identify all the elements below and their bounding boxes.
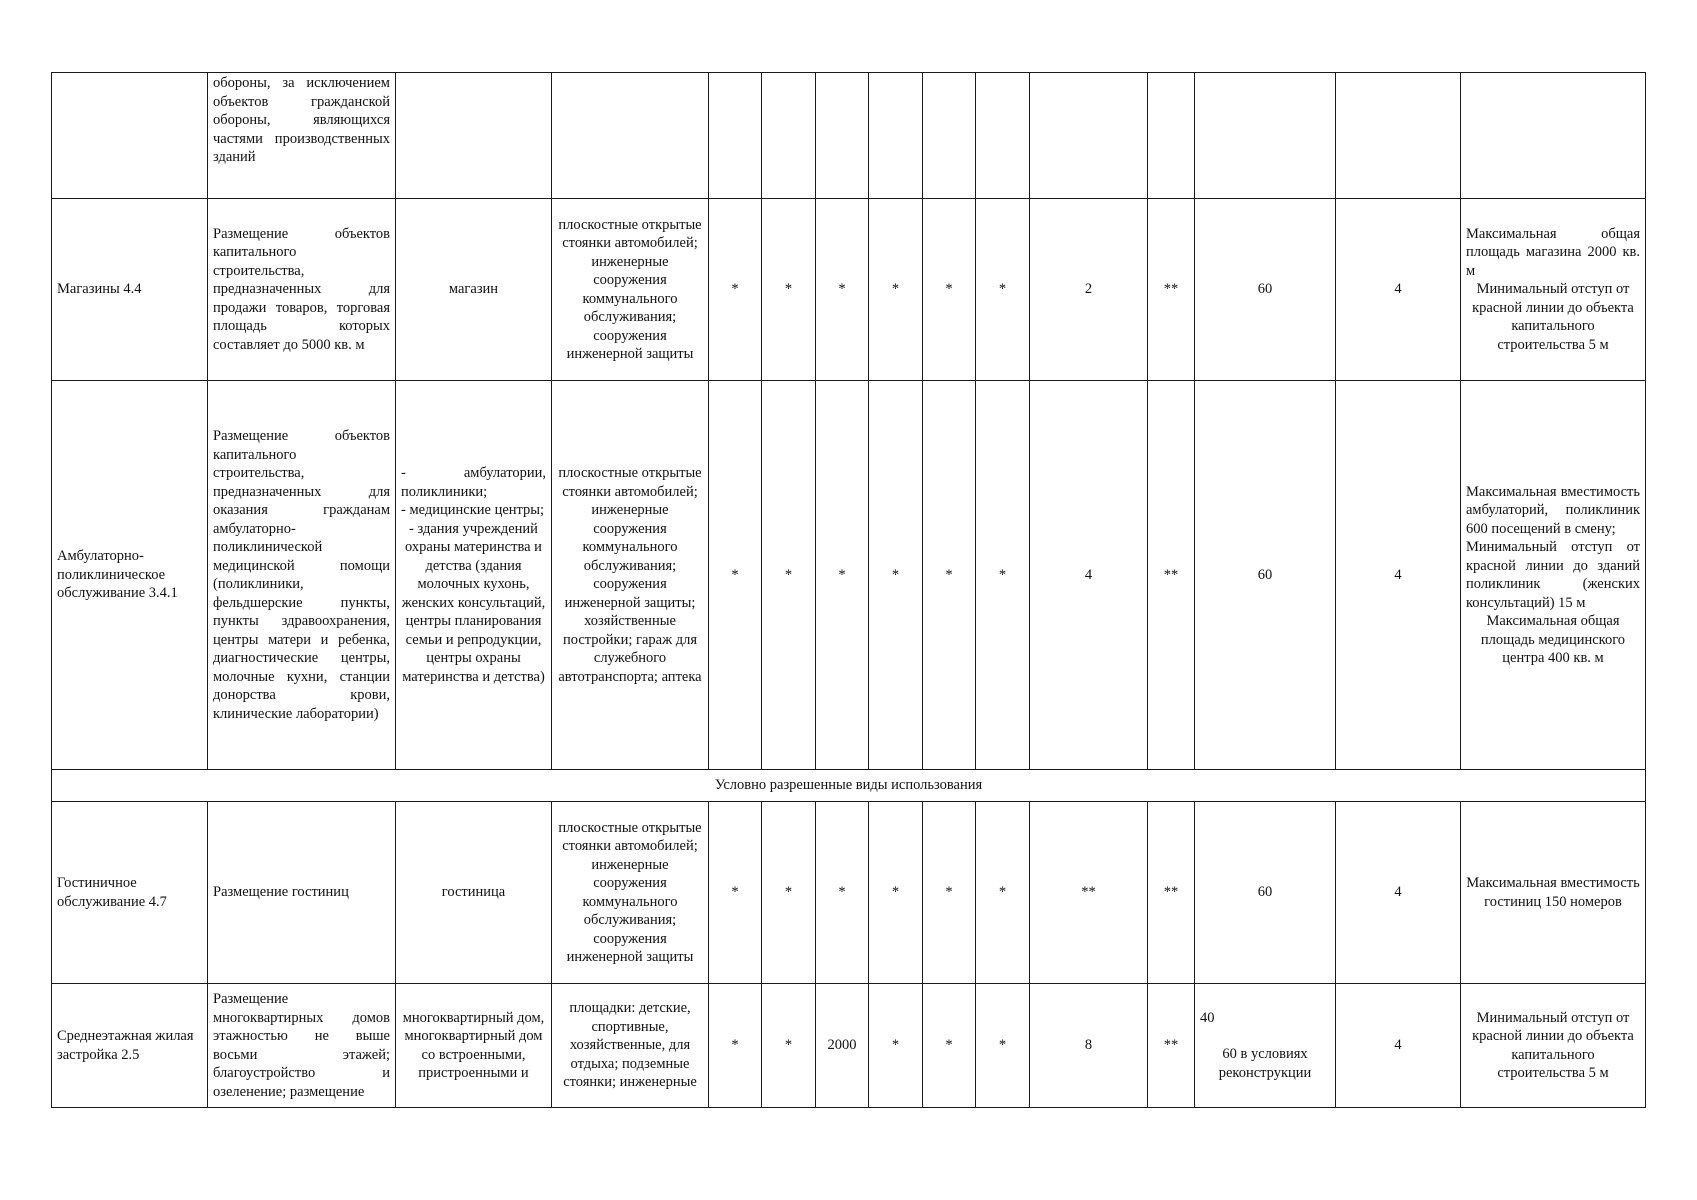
notes-cell — [1461, 199, 1646, 381]
height-cell — [1148, 73, 1195, 199]
note-line: Максимальная вместимость амбулаторий, поликлиник 600 посещений в смену; — [1466, 483, 1640, 537]
auxiliary-objects-cell: плоскостные открытые стоянки автомобилей; инженерные сооружения коммунального обслуживания; сооружения инженерной защиты — [552, 802, 709, 984]
param-cell: 4 — [1336, 199, 1461, 381]
param-cell: 4 — [1336, 802, 1461, 984]
param-cell: * — [762, 381, 816, 770]
use-name-cell: Гостиничное обслуживание 4.7 — [52, 802, 208, 984]
notes-cell: Минимальный отступ от красной линии до объекта капитального строительства 5 м — [1461, 984, 1646, 1108]
param-cell: * — [869, 381, 923, 770]
param-cell: * — [923, 802, 976, 984]
table-row — [52, 73, 1646, 199]
param-cell: * — [976, 802, 1030, 984]
notes-cell — [1461, 73, 1646, 199]
table-row — [52, 199, 1646, 381]
param-cell: 4 — [1336, 984, 1461, 1108]
param-cell — [923, 73, 976, 199]
table-row — [52, 984, 1646, 1108]
use-name-cell: Амбулаторно-поликлиническое обслуживание 3.4.1 — [52, 381, 208, 770]
table-row — [52, 802, 1646, 984]
param-cell: * — [923, 381, 976, 770]
height-cell: ** — [1148, 199, 1195, 381]
object-line: - медицинские центры; — [401, 502, 545, 518]
param-cell — [816, 73, 869, 199]
param-cell — [1336, 73, 1461, 199]
height-cell: ** — [1148, 984, 1195, 1108]
height-cell: ** — [1148, 381, 1195, 770]
param-cell: * — [816, 802, 869, 984]
notes-cell: Максимальная вместимость гостиниц 150 номеров — [1461, 802, 1646, 984]
param-cell — [709, 73, 762, 199]
building-percent-cell — [1195, 73, 1336, 199]
floors-cell: ** — [1030, 802, 1148, 984]
section-header: Условно разрешенные виды использования — [52, 770, 1646, 802]
param-cell: * — [709, 802, 762, 984]
use-name-cell: Среднеэтажная жилая застройка 2.5 — [52, 984, 208, 1108]
note-line: Максимальная общая площадь магазина 2000 кв. м — [1466, 225, 1640, 279]
auxiliary-objects-cell: плоскостные открытые стоянки автомобилей; инженерные сооружения коммунального обслуживания; сооружения инженерной защиты — [552, 199, 709, 381]
object-line: - амбулатории, поликлиники; — [401, 465, 546, 500]
auxiliary-objects-cell — [552, 73, 709, 199]
note-line: Минимальный отступ от красной линии до объекта капитального строительства 5 м — [1472, 281, 1634, 353]
main-objects-cell — [396, 73, 552, 199]
building-percent-cell: 60 — [1195, 381, 1336, 770]
use-description-cell: Размещение объектов капитального строительства, предназначенных для продажи товаров, торговая площадь которых составляет до 5000 кв. м — [208, 199, 396, 381]
main-objects-cell: многоквартирный дом, многоквартирный дом со встроенными, пристроенными и — [396, 984, 552, 1108]
building-percent-cell — [1195, 984, 1336, 1108]
use-description-cell: Размещение гостиниц — [208, 802, 396, 984]
note-line: Минимальный отступ от красной линии до зданий поликлиник (женских консультаций) 15 м — [1466, 539, 1640, 611]
building-percent-cell: 60 — [1195, 802, 1336, 984]
param-cell: * — [816, 381, 869, 770]
param-cell: * — [709, 199, 762, 381]
param-cell — [762, 73, 816, 199]
param-cell: * — [816, 199, 869, 381]
param-cell: * — [869, 199, 923, 381]
height-cell: ** — [1148, 802, 1195, 984]
main-objects-cell: магазин — [396, 199, 552, 381]
percent-line: 60 в условиях реконструкции — [1218, 1046, 1312, 1081]
param-cell: * — [762, 802, 816, 984]
main-objects-cell — [396, 381, 552, 770]
param-cell: * — [709, 381, 762, 770]
param-cell: * — [976, 381, 1030, 770]
param-cell: * — [709, 984, 762, 1108]
floors-cell: 2 — [1030, 199, 1148, 381]
use-description-cell: Размещение многоквартирных домов этажностью не выше восьми этажей; благоустройство и озеленение; размещение — [208, 984, 396, 1108]
param-cell: * — [923, 199, 976, 381]
use-description-cell: Размещение объектов капитального строительства, предназначенных для оказания гражданам амбулаторно-поликлинической медицинской помощи (поликлиники, фельдшерские пункты, пункты здравоохранения, центры матери и ребенка, диагностические центры, молочные кухни, станции донорства крови, клинические лаборатории) — [208, 381, 396, 770]
param-cell: 2000 — [816, 984, 869, 1108]
section-header-row — [52, 770, 1646, 802]
auxiliary-objects-cell: площадки: детские, спортивные, хозяйственные, для отдыха; подземные стоянки; инженерные — [552, 984, 709, 1108]
param-cell — [976, 73, 1030, 199]
use-name-cell — [52, 73, 208, 199]
main-objects-cell: гостиница — [396, 802, 552, 984]
param-cell: * — [869, 802, 923, 984]
floors-cell: 4 — [1030, 381, 1148, 770]
line-spacer — [1200, 1027, 1330, 1045]
param-cell: * — [976, 199, 1030, 381]
building-percent-cell: 60 — [1195, 199, 1336, 381]
floors-cell — [1030, 73, 1148, 199]
param-cell: 4 — [1336, 381, 1461, 770]
land-use-regulations-table — [51, 72, 1646, 1108]
percent-line: 40 — [1200, 1009, 1215, 1026]
object-line: - здания учреждений охраны материнства и детства (здания молочных кухонь, женских консультаций, центры планирования семьи и репродукции, центры охраны материнства и детства) — [401, 520, 546, 685]
table-row — [52, 381, 1646, 770]
param-cell: * — [762, 984, 816, 1108]
param-cell — [869, 73, 923, 199]
param-cell: * — [976, 984, 1030, 1108]
notes-cell — [1461, 381, 1646, 770]
param-cell: * — [869, 984, 923, 1108]
use-description-cell: обороны, за исключением объектов гражданской обороны, являющихся частями производственных зданий — [208, 73, 396, 199]
param-cell: * — [923, 984, 976, 1108]
use-name-cell: Магазины 4.4 — [52, 199, 208, 381]
param-cell: * — [762, 199, 816, 381]
floors-cell: 8 — [1030, 984, 1148, 1108]
note-line: Максимальная общая площадь медицинского центра 400 кв. м — [1480, 613, 1626, 666]
auxiliary-objects-cell: плоскостные открытые стоянки автомобилей; инженерные сооружения коммунального обслуживания; сооружения инженерной защиты; хозяйственные постройки; гараж для служебного автотранспорта; аптека — [552, 381, 709, 770]
